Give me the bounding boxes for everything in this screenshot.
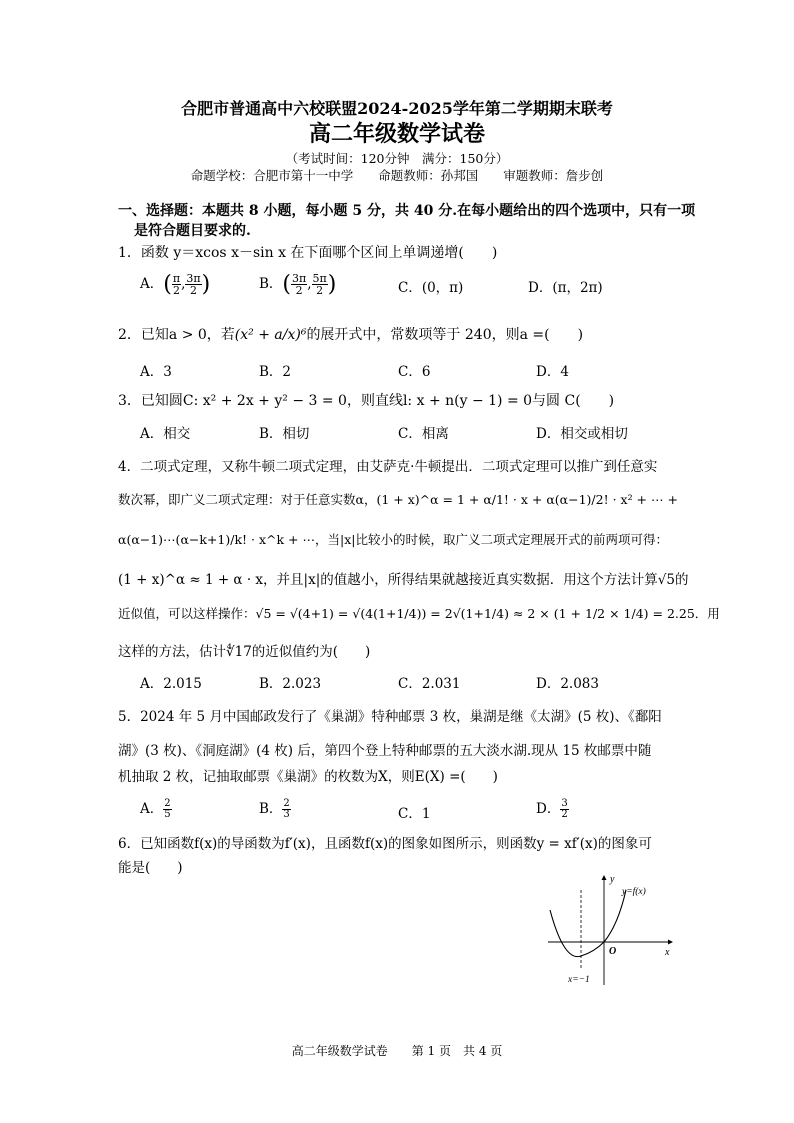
option-label: A．: [140, 801, 164, 817]
question-3-option-a: A．相交: [140, 426, 191, 442]
option-label: B．: [259, 801, 283, 817]
question-2-option-c: C．6: [398, 364, 431, 380]
question-1-option-c: C．(0，π): [398, 280, 464, 296]
question-4-option-a: A．2.015: [140, 676, 202, 692]
exam-info: （考试时间：120分钟 满分：150分）: [285, 151, 509, 166]
question-5-line-1: 5．2024 年 5 月中国邮政发行了《巢湖》特种邮票 3 枚，巢湖是继《太湖》(5 枚)、《鄱阳: [118, 709, 662, 725]
frac-num: 3π: [186, 272, 201, 285]
x-axis-label: x: [665, 947, 670, 958]
line-label: x=−1: [568, 975, 590, 985]
frac-den: 2: [172, 284, 180, 297]
question-1-option-b: B．( $\frac{3\pi}{2}$ , $\frac{5\pi}{2}$ ): [259, 272, 337, 297]
option-label: A．: [140, 276, 164, 292]
question-1-option-a: A．( $\frac{\pi}{2}$ , $\frac{3\pi}{2}$ ): [140, 272, 211, 297]
curve-label: y=f(x): [622, 887, 646, 897]
question-4-line-3: α(α−1)⋯(α−k+1)/k! · x^k + ⋯，当|x|比较小的时候，取广义二项式定理展开式的前两项可得：: [118, 532, 668, 547]
question-3-option-d: D．相交或相切: [536, 426, 628, 442]
x-axis-arrow: [668, 940, 673, 945]
question-2-option-b: B．2: [259, 364, 292, 380]
question-4-option-c: C．2.031: [398, 676, 461, 692]
y-axis-arrow: [602, 875, 607, 880]
question-6-line-1: 6．已知函数f(x)的导函数为f′(x)，且函数f(x)的图象如图所示，则函数y = xf′(x)的图象可: [118, 836, 652, 852]
frac-den: 2: [189, 284, 197, 297]
question-3-stem: 3．已知圆C: x² + 2x + y² − 3 = 0，则直线l: x + n(y − 1) = 0与圆 C( ): [118, 393, 615, 409]
question-4-option-b: B．2.023: [259, 676, 322, 692]
section-heading-cont: 是符合题目要求的.: [134, 223, 251, 239]
question-2-stem-post: 的展开式中，常数项等于 240，则a =( ): [306, 327, 584, 343]
question-5-option-a: [140, 797, 172, 820]
question-3-option-b: B．相切: [259, 426, 310, 442]
exam-title: 高二年级数学试卷: [308, 121, 485, 147]
exam-header: 合肥市普通高中六校联盟2024-2025学年第二学期期末联考: [181, 99, 613, 118]
option-label: B．: [259, 276, 283, 292]
frac-den: 3: [283, 809, 290, 820]
frac-den: 2: [295, 284, 303, 297]
question-5-line-2: 湖》(3 枚)、《洞庭湖》(4 枚) 后，第四个登上特种邮票的五大淡水湖.现从 15 枚邮票中随: [118, 743, 652, 759]
question-2-stem-pre: 2．已知a > 0，若: [118, 327, 235, 343]
question-5-option-c: C．1: [398, 806, 431, 822]
question-2-expression: (x² + a/x)⁶: [234, 327, 307, 343]
origin-label: O: [609, 946, 617, 957]
frac-den: 2: [561, 809, 568, 820]
question-1-option-d: D．(π，2π): [528, 280, 603, 296]
page-footer: 高二年级数学试卷 第 1 页 共 4 页: [291, 1044, 503, 1058]
question-2-option-d: D．4: [536, 364, 569, 380]
frac-den: 2: [316, 284, 324, 297]
frac-num: 2: [283, 798, 290, 809]
function-graph: [540, 870, 680, 990]
question-4-line-2: 数次幂，即广义二项式定理：对于任意实数α，(1 + x)^α = 1 + α/1! · x + α(α−1)/2! · x² + ⋯ +: [118, 492, 678, 507]
question-4-option-d: D．2.083: [536, 676, 599, 692]
question-5-line-3: 机抽取 2 枚，记抽取邮票《巢湖》的枚数为X，则E(X) =( ): [118, 769, 498, 785]
question-1-stem: 1．函数 y＝xcos x－sin x 在下面哪个区间上单调递增( ): [118, 245, 498, 261]
section-heading: 一、选择题：本题共 8 小题，每小题 5 分，共 40 分.在每小题给出的四个选项中，只有一项: [118, 203, 696, 219]
exam-authors: 命题学校：合肥市第十一中学 命题教师：孙邦国 审题教师：詹步创: [190, 168, 604, 183]
question-2-option-a: A．3: [140, 364, 172, 380]
question-4-line-5: 近似值，可以这样操作：√5 = √(4+1) = √(4(1+1/4)) = 2√(1+1/4) ≈ 2 × (1 + 1/2 × 1/4) = 2.25．用: [118, 606, 720, 621]
frac-num: 5π: [312, 272, 327, 285]
question-3-option-c: C．相离: [398, 426, 449, 442]
option-label: D．: [536, 801, 561, 817]
question-4-line-1: 4．二项式定理，又称牛顿二项式定理，由艾萨克·牛顿提出．二项式定理可以推广到任意实: [118, 459, 658, 475]
y-axis-label: y: [610, 874, 615, 885]
question-4-line-6: 这样的方法，估计∜17的近似值约为( ): [118, 644, 371, 660]
frac-num: π: [172, 272, 181, 285]
question-5-option-b: [259, 797, 291, 820]
question-5-option-d: [536, 797, 569, 820]
frac-num: 3: [561, 798, 568, 809]
frac-num: 2: [164, 798, 171, 809]
question-4-line-4: (1 + x)^α ≈ 1 + α · x，并且|x|的值越小，所得结果就越接近真实数据．用这个方法计算√5的: [118, 572, 689, 588]
frac-num: 3π: [292, 272, 307, 285]
question-6-line-2: 能是( ): [118, 860, 183, 876]
question-2-stem: [118, 324, 583, 344]
frac-den: 5: [164, 809, 171, 820]
